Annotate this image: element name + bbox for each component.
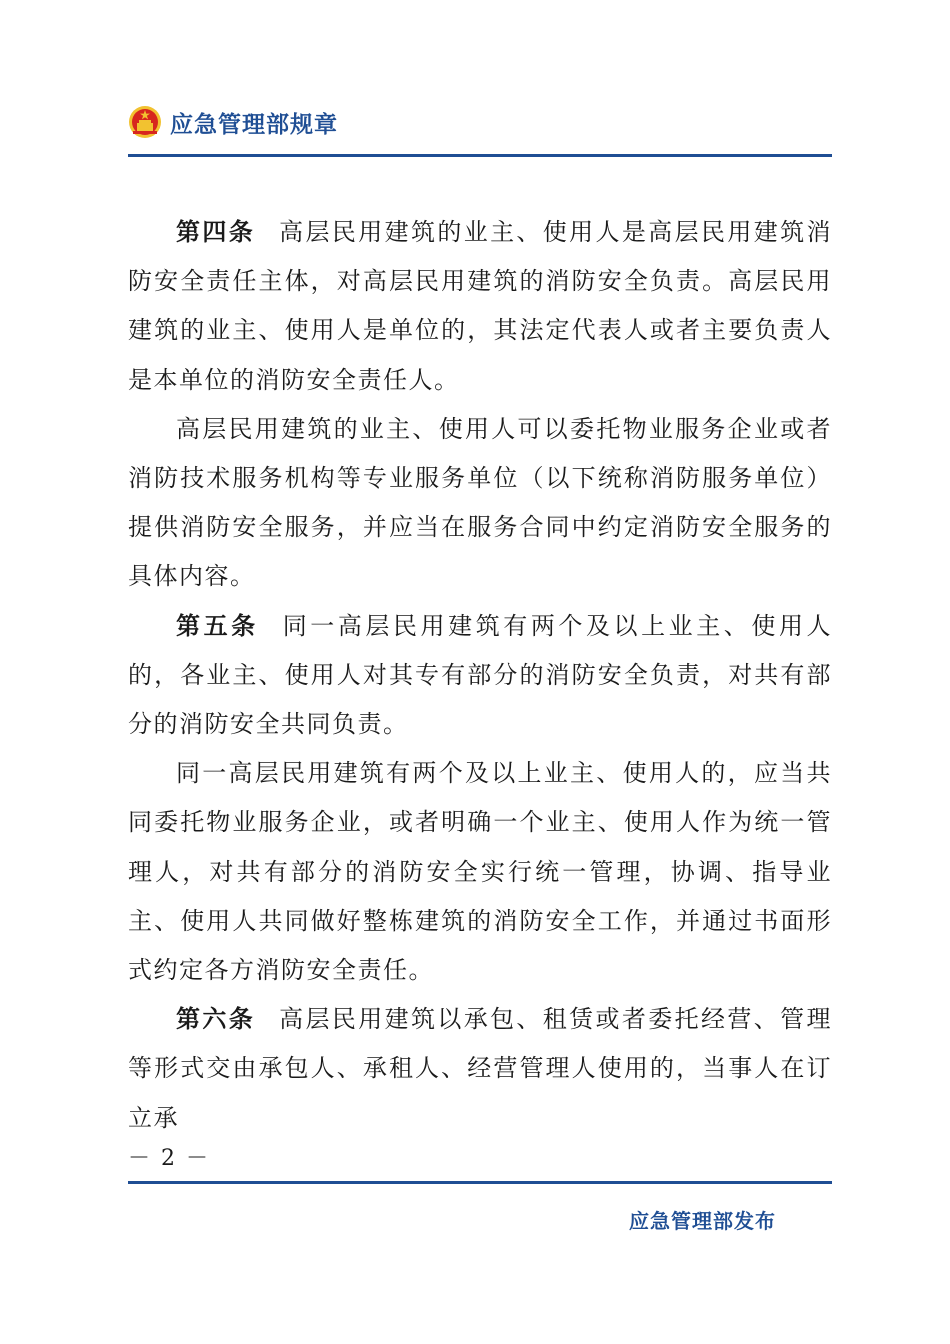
article-paragraph bbox=[128, 995, 832, 1143]
national-emblem-icon bbox=[128, 105, 162, 139]
header-title: 应急管理部规章 bbox=[170, 111, 338, 138]
document-body bbox=[128, 208, 832, 1143]
paragraph-text: 高层民用建筑的业主、使用人可以委托物业服务企业或者消防技术服务机构等专业服务单位（以下统称消防服务单位）提供消防安全服务，并应当在服务合同中约定消防安全服务的具体内容。 bbox=[128, 414, 832, 591]
page-header bbox=[128, 100, 832, 144]
paragraph-text: 同一高层民用建筑有两个及以上业主、使用人的，应当共同委托物业服务企业，或者明确一个业主、使用人作为统一管理人，对共有部分的消防安全实行统一管理，协调、指导业主、使用人共同做好整栋建筑的消防安全工作，并通过书面形式约定各方消防安全责任。 bbox=[128, 759, 832, 985]
article-paragraph bbox=[128, 208, 832, 405]
article-paragraph bbox=[128, 749, 832, 995]
footer-divider bbox=[128, 1181, 832, 1184]
article-paragraph bbox=[128, 405, 832, 602]
publisher-label: 应急管理部发布 bbox=[629, 1209, 776, 1233]
header-divider bbox=[128, 154, 832, 157]
paragraph-text: 同一高层民用建筑有两个及以上业主、使用人的，各业主、使用人对其专有部分的消防安全负责，对共有部分的消防安全共同负责。 bbox=[128, 611, 833, 739]
article-label: 第六条 bbox=[176, 1005, 256, 1034]
article-label: 第五条 bbox=[176, 611, 259, 640]
paragraph-text: 高层民用建筑的业主、使用人是高层民用建筑消防安全责任主体，对高层民用建筑的消防安全负责。高层民用建筑的业主、使用人是单位的，其法定代表人或者主要负责人是本单位的消防安全责任人。 bbox=[128, 218, 832, 394]
article-label: 第四条 bbox=[176, 218, 256, 246]
page-number: － 2 － bbox=[128, 1146, 210, 1171]
paragraph-text: 高层民用建筑以承包、租赁或者委托经营、管理等形式交由承包人、承租人、经营管理人使用的，当事人在订立承 bbox=[128, 1005, 832, 1132]
article-paragraph bbox=[128, 602, 832, 750]
